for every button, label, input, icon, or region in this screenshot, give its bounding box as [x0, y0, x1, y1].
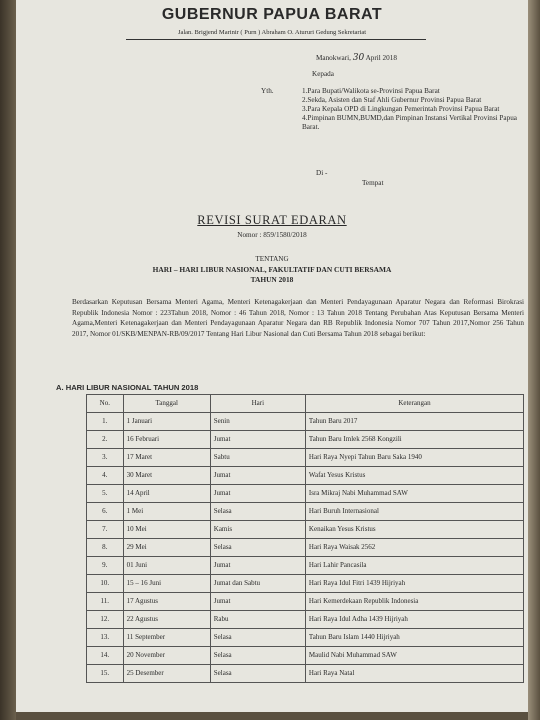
cell-no: 6. [87, 503, 124, 521]
cell-keterangan: Tahun Baru Islam 1440 Hijriyah [305, 629, 523, 647]
cell-hari: Selasa [210, 503, 305, 521]
cell-keterangan: Tahun Baru 2017 [305, 413, 523, 431]
table-row [87, 413, 524, 431]
table-row [87, 665, 524, 683]
cell-tanggal: 30 Maret [123, 467, 210, 485]
cell-tanggal: 22 Agustus [123, 611, 210, 629]
cell-no: 12. [87, 611, 124, 629]
table-row [87, 593, 524, 611]
section-a-heading: A. HARI LIBUR NASIONAL TAHUN 2018 [56, 383, 199, 392]
cell-no: 3. [87, 449, 124, 467]
cell-keterangan: Hari Lahir Pancasila [305, 557, 523, 575]
cell-hari: Jumat [210, 431, 305, 449]
cell-tanggal: 01 Juni [123, 557, 210, 575]
cell-no: 9. [87, 557, 124, 575]
date-day: 30 [352, 53, 365, 63]
yth-label: Yth. [261, 87, 274, 95]
letterhead-title: GUBERNUR PAPUA BARAT [161, 6, 383, 23]
tentang-label: TENTANG [255, 255, 289, 263]
table-row [87, 467, 524, 485]
cell-keterangan: Isra Mikraj Nabi Muhammad SAW [305, 485, 523, 503]
cell-no: 11. [87, 593, 124, 611]
subject-heading [16, 265, 528, 284]
cell-keterangan: Wafat Yesus Kristus [305, 467, 523, 485]
letterhead-divider [126, 39, 426, 40]
date-city: Manokwari, [316, 54, 351, 62]
cell-tanggal: 14 April [123, 485, 210, 503]
cell-no: 15. [87, 665, 124, 683]
cell-no: 1. [87, 413, 124, 431]
table-row [87, 503, 524, 521]
letter-page [16, 0, 528, 712]
recipient-list [302, 87, 517, 132]
cell-tanggal: 15 – 16 Juni [123, 575, 210, 593]
cell-no: 5. [87, 485, 124, 503]
cell-keterangan: Maulid Nabi Muhammad SAW [305, 647, 523, 665]
document-title: REVISI SURAT EDARAN [197, 213, 347, 227]
cell-keterangan: Hari Buruh Internasional [305, 503, 523, 521]
cell-keterangan: Hari Kemerdekaan Republik Indonesia [305, 593, 523, 611]
table-row [87, 539, 524, 557]
cell-keterangan: Hari Raya Idul Adha 1439 Hijriyah [305, 611, 523, 629]
table-row [87, 557, 524, 575]
cell-hari: Jumat [210, 557, 305, 575]
recipient-item: 4.Pimpinan BUMN,BUMD,dan Pimpinan Instansi Vertikal Provinsi Papua Barat. [302, 114, 517, 131]
table-row [87, 521, 524, 539]
cell-hari: Selasa [210, 647, 305, 665]
cell-tanggal: 29 Mei [123, 539, 210, 557]
table-row [87, 629, 524, 647]
cell-keterangan: Tahun Baru Imlek 2568 Kongzili [305, 431, 523, 449]
kepada-label: Kepada [312, 70, 334, 78]
cell-hari: Jumat [210, 593, 305, 611]
cell-tanggal: 11 September [123, 629, 210, 647]
cell-no: 14. [87, 647, 124, 665]
cell-hari: Selasa [210, 539, 305, 557]
recipient-item: 2.Sekda, Asisten dan Staf Ahli Gubernur Provinsi Papua Barat [302, 96, 482, 104]
letter-date [316, 54, 397, 63]
column-header-keterangan: Keterangan [305, 395, 523, 413]
column-header-no: No. [87, 395, 124, 413]
table-header-row [87, 395, 524, 413]
cell-tanggal: 10 Mei [123, 521, 210, 539]
cell-tanggal: 25 Desember [123, 665, 210, 683]
date-month-year: April 2018 [365, 54, 397, 62]
subject-line-2: TAHUN 2018 [250, 274, 294, 284]
table-row [87, 611, 524, 629]
cell-tanggal: 16 Februari [123, 431, 210, 449]
cell-hari: Selasa [210, 629, 305, 647]
cell-hari: Kamis [210, 521, 305, 539]
tempat-label: Tempat [362, 179, 384, 187]
cell-keterangan: Hari Raya Waisak 2562 [305, 539, 523, 557]
subject-line-1: HARI – HARI LIBUR NASIONAL, FAKULTATIF DAN CUTI BERSAMA [152, 265, 392, 274]
cell-tanggal: 17 Maret [123, 449, 210, 467]
cell-hari: Rabu [210, 611, 305, 629]
di-label: Di - [316, 169, 328, 177]
cell-hari: Sabtu [210, 449, 305, 467]
document-number: Nomor : 859/1580/2018 [237, 231, 307, 239]
table-row [87, 647, 524, 665]
table-row [87, 485, 524, 503]
cell-no: 7. [87, 521, 124, 539]
cell-hari: Selasa [210, 665, 305, 683]
cell-no: 13. [87, 629, 124, 647]
column-header-tanggal: Tanggal [123, 395, 210, 413]
body-paragraph: Berdasarkan Keputusan Bersama Menteri Agama, Menteri Ketenagakerjaan dan Menteri Pendayagunaan Aparatur Negara dan Reformasi Birokrasi Republik Indonesia Nomor : 223Tahun 2018, Nomor : 46 Tahun 2018, Nomor : 13 Tahun 2018 Tentang Perubahan Atas Keputusan Bersama Menteri Agama,Menteri Ketenagakerjaan dan Menteri Pendayagunaan Aparatur Negara dan RB Republik Indonesia Nomor 707 Tahun 2017,Nomor 256 Tahun 2017, Nomor 01/SKB/MENPAN-RB/09/2017 Tentang Hari Libur Nasional dan Cuti Bersama Tahun 2018 sebagai berikut: [72, 298, 524, 338]
cell-keterangan: Hari Raya Idul Fitri 1439 Hijriyah [305, 575, 523, 593]
cell-keterangan: Hari Raya Nyepi Tahun Baru Saka 1940 [305, 449, 523, 467]
cell-tanggal: 20 November [123, 647, 210, 665]
table-row [87, 575, 524, 593]
recipient-item: 3.Para Kepala OPD di Lingkungan Pemerintah Provinsi Papua Barat [302, 105, 500, 113]
cell-hari: Jumat dan Sabtu [210, 575, 305, 593]
letterhead-address: Jalan. Brigjend Marinir ( Purn ) Abraham O. Atururi Gedung Sekretariat [177, 29, 367, 36]
cell-no: 2. [87, 431, 124, 449]
cell-keterangan: Kenaikan Yesus Kristus [305, 521, 523, 539]
holiday-table [86, 394, 524, 683]
cell-no: 10. [87, 575, 124, 593]
cell-hari: Senin [210, 413, 305, 431]
desk-background-left [0, 0, 16, 720]
column-header-hari: Hari [210, 395, 305, 413]
cell-tanggal: 1 Januari [123, 413, 210, 431]
cell-hari: Jumat [210, 485, 305, 503]
cell-hari: Jumat [210, 467, 305, 485]
cell-no: 8. [87, 539, 124, 557]
recipient-item: 1.Para Bupati/Walikota se-Provinsi Papua Barat [302, 87, 440, 95]
desk-background-right [528, 0, 540, 720]
cell-tanggal: 17 Agustus [123, 593, 210, 611]
table-row [87, 449, 524, 467]
table-row [87, 431, 524, 449]
cell-keterangan: Hari Raya Natal [305, 665, 523, 683]
cell-no: 4. [87, 467, 124, 485]
cell-tanggal: 1 Mei [123, 503, 210, 521]
